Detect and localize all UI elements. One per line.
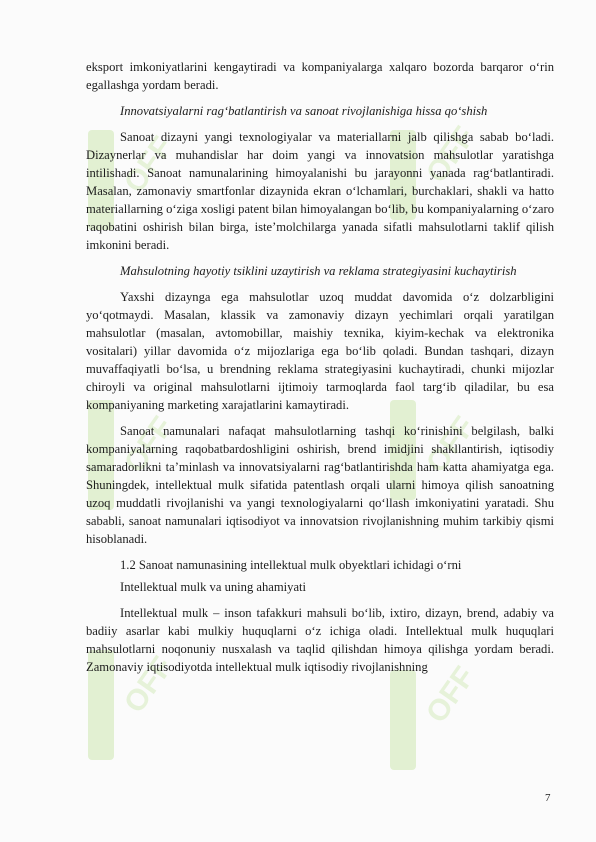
page-number: 7 <box>545 792 551 804</box>
paragraph: Sanoat dizayni yangi texnologiyalar va materiallarni jalb qilishga sabab bo‘ladi. Dizaynerlar va muhandislar har doim yangi va innovatsion mahsulotlar yaratishga intilishadi. Sanoat namunalarining himoyalanishi bu jarayonni yanada rag‘batlantiradi. Masalan, zamonaviy smartfonlar dizaynida ekran o‘lchamlari, burchaklari, shakli va hatto materiallarning o‘ziga xosligi patent bilan himoyalangan bo‘lib, bu kompaniyalarning o‘zaro raqobatini oshirish bilan birga, iste’molchilarga yanada sifatli mahsulotlarni taklif qilish imkonini beradi. <box>86 130 554 252</box>
section-title: 1.2 Sanoat namunasining intellektual mulk obyektlari ichidagi o‘rni <box>120 558 462 572</box>
watermark: OFF <box>380 70 490 220</box>
section-heading: Mahsulotning hayotiy tsiklini uzaytirish va reklama strategiyasini kuchaytirish <box>120 264 517 278</box>
watermark: OFF <box>78 370 188 520</box>
section-heading: Innovatsiyalarni rag‘batlantirish va sanoat rivojlanishiga hissa qo‘shish <box>120 104 488 118</box>
watermark: OFF <box>78 610 188 760</box>
watermark: OFF <box>78 90 188 240</box>
watermark: OFF <box>380 360 490 510</box>
paragraph: Sanoat namunalari nafaqat mahsulotlarning tashqi ko‘rinishini belgilash, balki kompaniyalarning raqobatbardoshligini oshirish, brend imidjini shakllantirish, iqtisodiy samaradorlikni ta’minlash va innovatsiyalarni rag‘batlantirishda ham katta ahamiyatga ega. Shuningdek, intellektual mulk sifatida patentlash orqali ularni himoya qilish sanoatning uzoq muddatli rivojlanishi va yangi texnologiyalarni qo‘llash imkoniyatini yaratadi. Shu sababli, sanoat namunalari iqtisodiyot va innovatsion rivojlanishning muhim tarkibiy qismi hisoblanadi. <box>86 424 554 546</box>
paragraph: Yaxshi dizaynga ega mahsulotlar uzoq muddat davomida o‘z dolzarbligini yo‘qotmaydi. Masalan, klassik va zamonaviy dizayn yechimlari orqali yaratilgan mahsulotlar (masalan, avtomobillar, maishiy texnika, kiyim-kechak va elektronika vositalari) yillar davomida o‘z mijozlariga ega bo‘lib qoladi. Bundan tashqari, dizayn muvaffaqiyatli bo‘lsa, u brendning reklama strategiyasini kuchaytiradi, chunki mijozlar chiroyli va original mahsulotlarni ijtimoiy tarmoqlarda faol targ‘ib qiladilar, bu esa kompaniyaning marketing xarajatlarini kamaytiradi. <box>86 290 554 412</box>
paragraph: eksport imkoniyatlarini kengaytiradi va kompaniyalarga xalqaro bozorda barqaror o‘rin egallashga yordam beradi. <box>86 60 554 92</box>
paragraph: Intellektual mulk – inson tafakkuri mahsuli bo‘lib, ixtiro, dizayn, brend, adabiy va badiiy asarlar kabi mulkiy huquqlarni o‘z ichiga oladi. Intellektual mulk huquqlari mahsulotlarni noqonuniy nusxalash va taqlid qilishdan himoya qilishga yordam beradi. Zamonaviy iqtisodiyotda intellektual mulk iqtisodiy rivojlanishning <box>86 606 554 674</box>
page-body <box>86 58 554 676</box>
watermark: OFF <box>380 620 490 770</box>
subsection-title: Intellektual mulk va uning ahamiyati <box>120 580 307 594</box>
